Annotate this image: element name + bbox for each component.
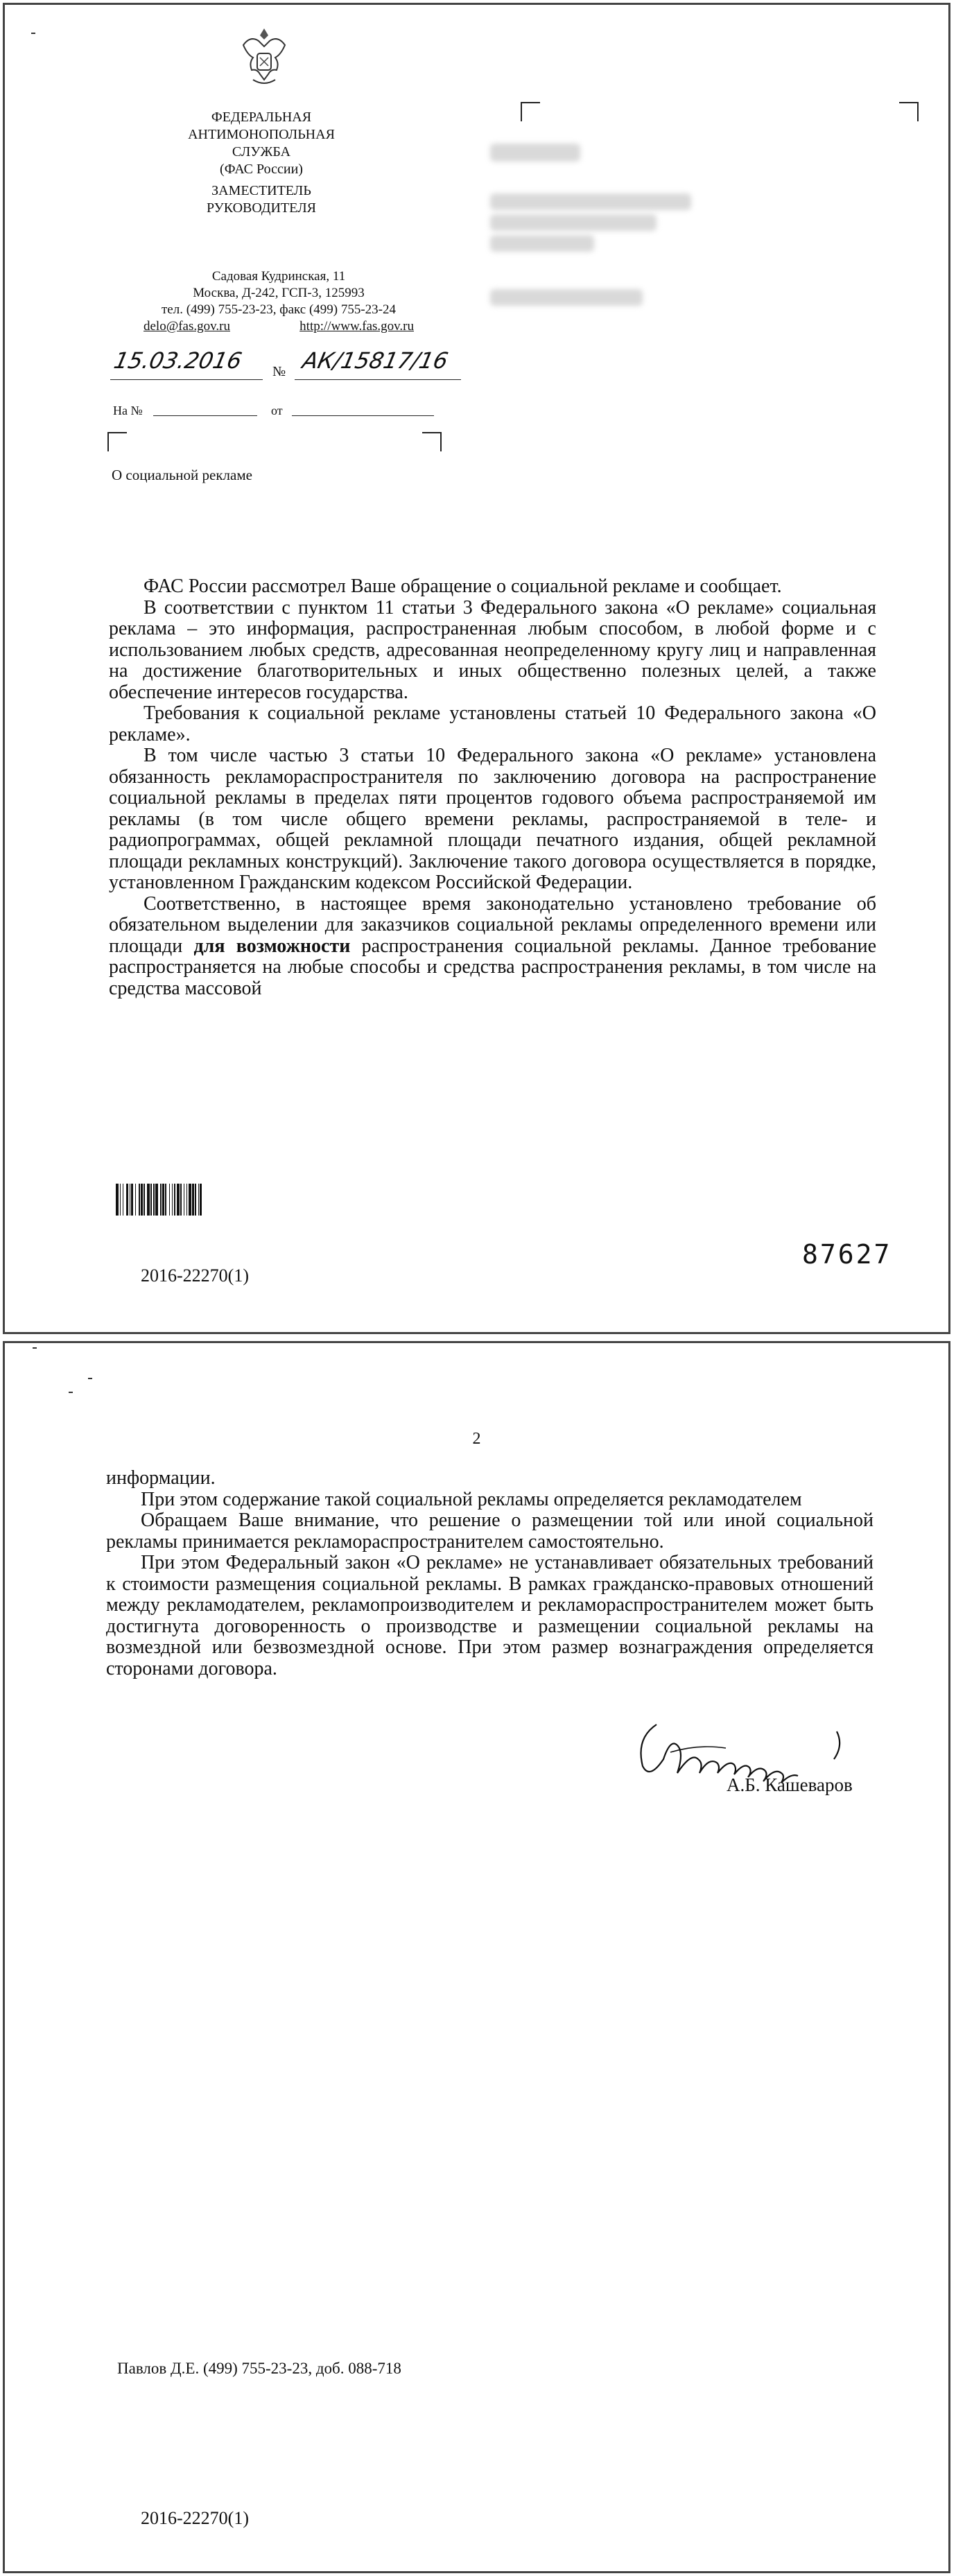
ref-from-label: от: [271, 404, 283, 417]
body-paragraph: В том числе частью 3 статьи 10 Федерального закона «О рекламе» установлена обязанность рекламораспространителя по заключению договора на распространение социальной рекламы в пределах пяти процентов годового объема распространяемой им рекламы (в том числе общего времени рекламы, распространяемой в теле- и радиопрограммах, общей рекламной площади печатного издания, общей рекламной площади рекламных конструкций). Заключение такого договора осуществляется в порядке, установленном Гражданским кодексом Российской Федерации.: [109, 745, 876, 893]
address-line: тел. (499) 755-23-23, факс (499) 755-23-24: [161, 302, 397, 317]
org-name-line: (ФАС России): [220, 162, 303, 177]
body-paragraph: ФАС России рассмотрел Ваше обращение о социальной рекламе и сообщает.: [144, 576, 782, 597]
redacted-recipient-email: [490, 289, 643, 306]
registration-number: 2016-22270(1): [141, 2508, 249, 2528]
body-paragraph: [109, 894, 876, 1000]
sender-block: [157, 109, 365, 217]
contact-person: Павлов Д.Е. (499) 755-23-23, доб. 088-718: [117, 2360, 401, 2377]
handwritten-date: 15.03.2016: [111, 347, 245, 374]
registration-number: 2016-22270(1): [141, 1265, 249, 1286]
letter-body-continued: [106, 1468, 874, 1679]
letter-page-2: [3, 1341, 950, 2573]
sender-address: [123, 268, 435, 335]
signatory-name: А.Б. Кашеваров: [727, 1774, 853, 1795]
org-name-line: СЛУЖБА: [232, 144, 291, 159]
org-name-line: ФЕДЕРАЛЬНАЯ: [211, 110, 312, 125]
body-paragraph: Обращаем Ваше внимание, что решение о размещении той или иной социальной рекламы принимается рекламораспространителем самостоятельно.: [106, 1510, 874, 1553]
paragraph-text: распространения социальной рекламы. Данное требование распространяется на любые способы и средства распространения рекламы, в том числе на средства массовой: [109, 935, 876, 999]
subject-line: О социальной рекламе: [112, 467, 252, 483]
letter-body: [109, 576, 876, 999]
document-code: 87627: [802, 1239, 892, 1270]
scan-mark: [88, 1378, 92, 1379]
number-label: №: [272, 364, 286, 379]
redacted-recipient-name: [490, 144, 580, 162]
scan-mark: [69, 1392, 73, 1393]
ref-number-line: [153, 415, 257, 416]
scan-mark: [33, 1347, 37, 1349]
subject-bracket-right: [422, 432, 442, 451]
redacted-recipient-address: [490, 214, 657, 231]
date-underline: [110, 379, 263, 380]
subject-bracket-left: [107, 432, 127, 451]
body-paragraph: информации.: [106, 1467, 216, 1489]
coat-of-arms-emblem: [235, 24, 293, 94]
body-paragraph: При этом содержание такой социальной рекламы определяется рекламодателем: [141, 1488, 802, 1510]
ref-from-line: [292, 415, 434, 416]
position-line: РУКОВОДИТЕЛЯ: [206, 200, 317, 216]
barcode-bar: [202, 1184, 205, 1216]
page-number: 2: [472, 1430, 481, 1448]
bold-phrase: для возможности: [193, 935, 351, 957]
paragraph-text: Соответственно, в настоящее время законодательно установлено требование об обязательном выделении для заказчиков социальной рекламы определенного времени или площади: [109, 892, 876, 957]
scan-mark: [31, 33, 35, 34]
website-link[interactable]: http://www.fas.gov.ru: [299, 319, 414, 334]
handwritten-number: АК/15817/16: [299, 347, 451, 374]
redacted-recipient-address: [490, 235, 594, 252]
body-paragraph: При этом Федеральный закон «О рекламе» не устанавливает обязательных требований к стоимости размещения социальной рекламы. В рамках гражданско-правовых отношений между рекламодателем, рекламопроизводителем и рекламораспространителем может быть достигнута договоренность о производстве и размещении социальной рекламы на возмездной или безвозмездной основе. При этом размер вознаграждения определяется сторонами договора.: [106, 1552, 874, 1679]
ref-number-label: На №: [113, 404, 143, 417]
letter-page-1: [3, 3, 950, 1334]
body-paragraph: В соответствии с пунктом 11 статьи 3 Федерального закона «О рекламе» социальная реклама – это информация, распространенная любым способом, в любой форме и с использованием любых средств, адресованная неопределенному кругу лиц и направленная на достижение благотворительных и иных общественно полезных целей, а также обеспечение интересов государства.: [109, 596, 876, 703]
address-line: Садовая Кудринская, 11: [211, 269, 346, 284]
body-paragraph: Требования к социальной рекламе установлены статьей 10 Федерального закона «О рекламе».: [109, 702, 876, 745]
org-name-line: АНТИМОНОПОЛЬНАЯ: [188, 127, 335, 142]
redacted-recipient-address: [490, 193, 691, 210]
number-underline: [295, 379, 461, 380]
position-line: ЗАМЕСТИТЕЛЬ: [211, 183, 311, 198]
recipient-bracket-right: [899, 102, 919, 121]
address-line: Москва, Д-242, ГСП-3, 125993: [193, 286, 365, 300]
barcode: [116, 1184, 275, 1216]
recipient-bracket-left: [521, 102, 540, 121]
email-link[interactable]: delo@fas.gov.ru: [144, 319, 230, 334]
